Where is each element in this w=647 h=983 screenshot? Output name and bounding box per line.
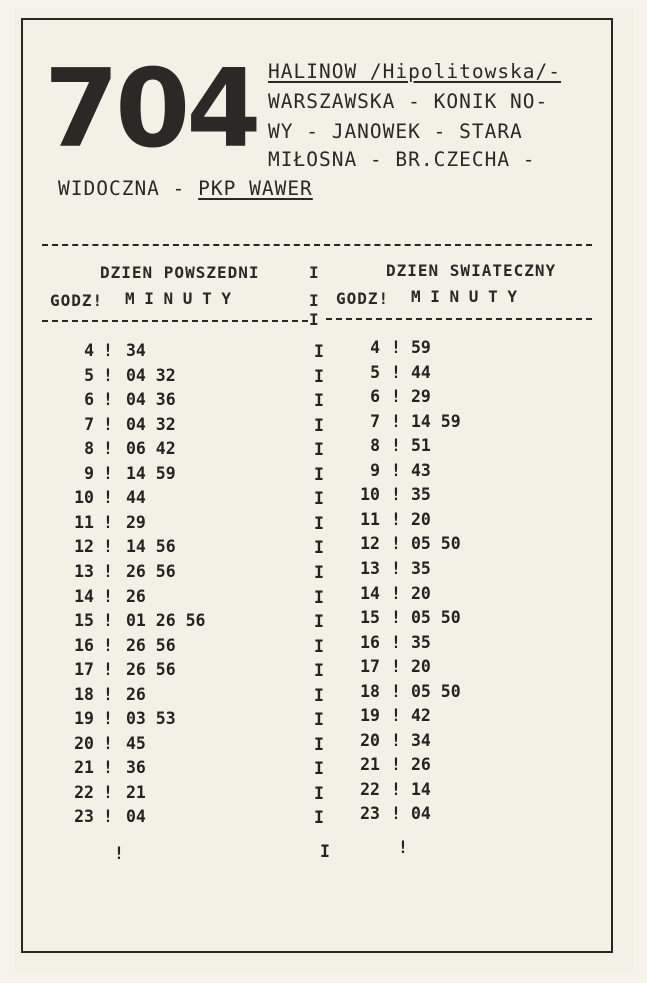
hour-bar: ! <box>391 657 401 677</box>
hour-bar: ! <box>103 684 113 704</box>
weekday-minutes: 36 <box>126 758 146 778</box>
holiday-minutes: 35 <box>411 558 431 578</box>
holiday-hour: 17 <box>360 657 380 677</box>
weekday-hour: 11 <box>74 512 94 532</box>
weekday-hour: 21 <box>74 758 94 778</box>
column-separator: I <box>314 661 324 681</box>
holiday-hour: 8 <box>370 436 380 456</box>
weekday-hour-header: GODZ! <box>50 291 104 310</box>
divider-header-right <box>326 318 592 320</box>
column-separator: I <box>314 759 324 779</box>
hour-bar: ! <box>391 755 401 775</box>
hour-bar: ! <box>391 558 401 578</box>
hour-bar: ! <box>103 341 113 360</box>
route-line-2: WARSZAWSKA - KONIK NO- <box>268 90 549 113</box>
holiday-hour: 6 <box>370 387 380 407</box>
holiday-minutes: 51 <box>411 436 431 456</box>
holiday-hour: 13 <box>360 558 380 578</box>
column-separator: I <box>314 783 324 803</box>
weekday-hour: 13 <box>74 561 94 581</box>
weekday-hour: 20 <box>74 733 94 753</box>
column-separator: I <box>309 263 320 282</box>
column-separator: I <box>309 291 320 310</box>
weekday-hour: 6 <box>84 390 94 410</box>
hour-bar: ! <box>103 365 113 385</box>
weekday-hour: 9 <box>84 463 94 483</box>
holiday-hour: 16 <box>360 632 380 652</box>
weekday-hour: 12 <box>74 537 94 557</box>
hour-bar: ! <box>103 463 113 483</box>
weekday-hour: 16 <box>74 635 94 655</box>
trailing-bar: ! <box>398 838 408 857</box>
column-separator: I <box>314 415 324 435</box>
column-separator: I <box>314 513 324 533</box>
weekday-hour: 4 <box>84 341 94 360</box>
hour-bar: ! <box>391 411 401 431</box>
hour-bar: ! <box>103 635 113 655</box>
holiday-hour: 23 <box>360 804 380 824</box>
hour-bar: ! <box>391 706 401 726</box>
hour-bar: ! <box>103 758 113 778</box>
weekday-hour: 8 <box>84 439 94 459</box>
hour-bar: ! <box>391 534 401 554</box>
holiday-minutes: 05 50 <box>411 608 461 628</box>
weekday-hour: 18 <box>74 684 94 704</box>
column-separator: I <box>314 562 324 582</box>
holiday-minutes: 05 50 <box>411 681 461 701</box>
holiday-title: DZIEN SWIATECZNY <box>386 261 557 280</box>
holiday-hour: 5 <box>370 362 380 382</box>
weekday-minutes: 26 56 <box>126 635 176 655</box>
weekday-minutes: 04 32 <box>126 365 176 385</box>
route-number: 704 <box>44 47 258 172</box>
holiday-minutes: 14 59 <box>411 411 461 431</box>
route-line-1: HALINOW /Hipolitowska/- <box>268 60 562 83</box>
hour-bar: ! <box>103 390 113 410</box>
holiday-minutes: 29 <box>411 387 431 407</box>
hour-bar: ! <box>103 782 113 802</box>
route-terminus: PKP WAWER <box>198 177 313 200</box>
hour-bar: ! <box>391 804 401 824</box>
column-separator: I <box>314 538 324 558</box>
route-line-5 <box>58 177 313 200</box>
holiday-minutes: 34 <box>411 730 431 750</box>
holiday-minutes: 35 <box>411 485 431 505</box>
column-separator: I <box>314 636 324 656</box>
hour-bar: ! <box>103 414 113 434</box>
column-separator: I <box>314 464 324 484</box>
column-separator: I <box>314 440 324 460</box>
weekday-minutes: 26 56 <box>126 561 176 581</box>
holiday-hour: 11 <box>360 509 380 529</box>
weekday-title: DZIEN POWSZEDNI <box>100 263 260 282</box>
column-separator: I <box>314 612 324 632</box>
holiday-hour: 18 <box>360 681 380 701</box>
holiday-hour: 15 <box>360 608 380 628</box>
route-line-3: WY - JANOWEK - STARA <box>268 120 523 143</box>
hour-bar: ! <box>391 730 401 750</box>
weekday-minutes: 01 26 56 <box>126 611 206 631</box>
weekday-minutes: 44 <box>126 488 146 508</box>
hour-bar: ! <box>391 632 401 652</box>
holiday-minutes: 35 <box>411 632 431 652</box>
holiday-hour: 7 <box>370 411 380 431</box>
weekday-hour: 17 <box>74 660 94 680</box>
holiday-minutes: 20 <box>411 657 431 677</box>
divider-top <box>42 244 592 246</box>
weekday-minutes: 14 56 <box>126 537 176 557</box>
holiday-hour: 22 <box>360 779 380 799</box>
column-separator: I <box>314 710 324 730</box>
weekday-hour: 23 <box>74 807 94 827</box>
holiday-hour-header: GODZ! <box>336 289 390 308</box>
weekday-minutes: 29 <box>126 512 146 532</box>
weekday-minutes: 03 53 <box>126 709 176 729</box>
holiday-minutes: 59 <box>411 338 431 357</box>
hour-bar: ! <box>391 338 401 357</box>
holiday-hour: 14 <box>360 583 380 603</box>
weekday-minutes: 21 <box>126 782 146 802</box>
hour-bar: ! <box>103 611 113 631</box>
column-separator: I <box>314 489 324 509</box>
holiday-hour: 19 <box>360 706 380 726</box>
weekday-minutes: 34 <box>126 341 146 360</box>
holiday-hour: 21 <box>360 755 380 775</box>
hour-bar: ! <box>103 561 113 581</box>
column-separator: I <box>314 734 324 754</box>
holiday-minutes: 44 <box>411 362 431 382</box>
weekday-minutes: 06 42 <box>126 439 176 459</box>
holiday-minutes: 14 <box>411 779 431 799</box>
hour-bar: ! <box>391 583 401 603</box>
weekday-minutes: 14 59 <box>126 463 176 483</box>
hour-bar: ! <box>391 608 401 628</box>
hour-bar: ! <box>103 709 113 729</box>
holiday-minutes: 43 <box>411 460 431 480</box>
weekday-minutes: 26 56 <box>126 660 176 680</box>
weekday-minutes: 04 36 <box>126 390 176 410</box>
hour-bar: ! <box>103 512 113 532</box>
holiday-minutes: 20 <box>411 509 431 529</box>
weekday-hour: 10 <box>74 488 94 508</box>
route-line-4: MIŁOSNA - BR.CZECHA - <box>268 148 536 171</box>
holiday-hour: 9 <box>370 460 380 480</box>
column-separator: I <box>314 342 324 361</box>
hour-bar: ! <box>391 387 401 407</box>
column-separator: I <box>314 391 324 411</box>
column-separator: I <box>309 310 320 329</box>
weekday-hour: 14 <box>74 586 94 606</box>
column-separator: I <box>314 685 324 705</box>
holiday-hour: 4 <box>370 338 380 357</box>
weekday-hour: 5 <box>84 365 94 385</box>
column-separator: I <box>314 587 324 607</box>
holiday-minutes: 05 50 <box>411 534 461 554</box>
hour-bar: ! <box>103 733 113 753</box>
weekday-minutes: 45 <box>126 733 146 753</box>
route-line-5-prefix: WIDOCZNA - <box>58 177 199 200</box>
holiday-minutes: 42 <box>411 706 431 726</box>
hour-bar: ! <box>391 681 401 701</box>
holiday-minutes: 26 <box>411 755 431 775</box>
weekday-minutes: 04 32 <box>126 414 176 434</box>
hour-bar: ! <box>391 509 401 529</box>
holiday-hour: 10 <box>360 485 380 505</box>
trailing-separator: I <box>320 842 330 861</box>
hour-bar: ! <box>103 660 113 680</box>
weekday-minutes: 04 <box>126 807 146 827</box>
hour-bar: ! <box>103 586 113 606</box>
hour-bar: ! <box>103 807 113 827</box>
holiday-hour: 12 <box>360 534 380 554</box>
weekday-minutes-header: M I N U T Y <box>125 289 231 308</box>
weekday-hour: 15 <box>74 611 94 631</box>
divider-header-left <box>42 320 308 322</box>
holiday-minutes: 20 <box>411 583 431 603</box>
column-separator: I <box>314 808 324 828</box>
weekday-hour: 22 <box>74 782 94 802</box>
weekday-minutes: 26 <box>126 586 146 606</box>
hour-bar: ! <box>391 436 401 456</box>
column-separator: I <box>314 366 324 386</box>
holiday-hour: 20 <box>360 730 380 750</box>
hour-bar: ! <box>103 537 113 557</box>
hour-bar: ! <box>391 779 401 799</box>
trailing-bar: ! <box>114 844 124 863</box>
weekday-hour: 19 <box>74 709 94 729</box>
hour-bar: ! <box>391 485 401 505</box>
weekday-hour: 7 <box>84 414 94 434</box>
hour-bar: ! <box>103 439 113 459</box>
holiday-minutes-header: M I N U T Y <box>411 287 517 306</box>
hour-bar: ! <box>391 362 401 382</box>
hour-bar: ! <box>391 460 401 480</box>
holiday-minutes: 04 <box>411 804 431 824</box>
weekday-minutes: 26 <box>126 684 146 704</box>
hour-bar: ! <box>103 488 113 508</box>
